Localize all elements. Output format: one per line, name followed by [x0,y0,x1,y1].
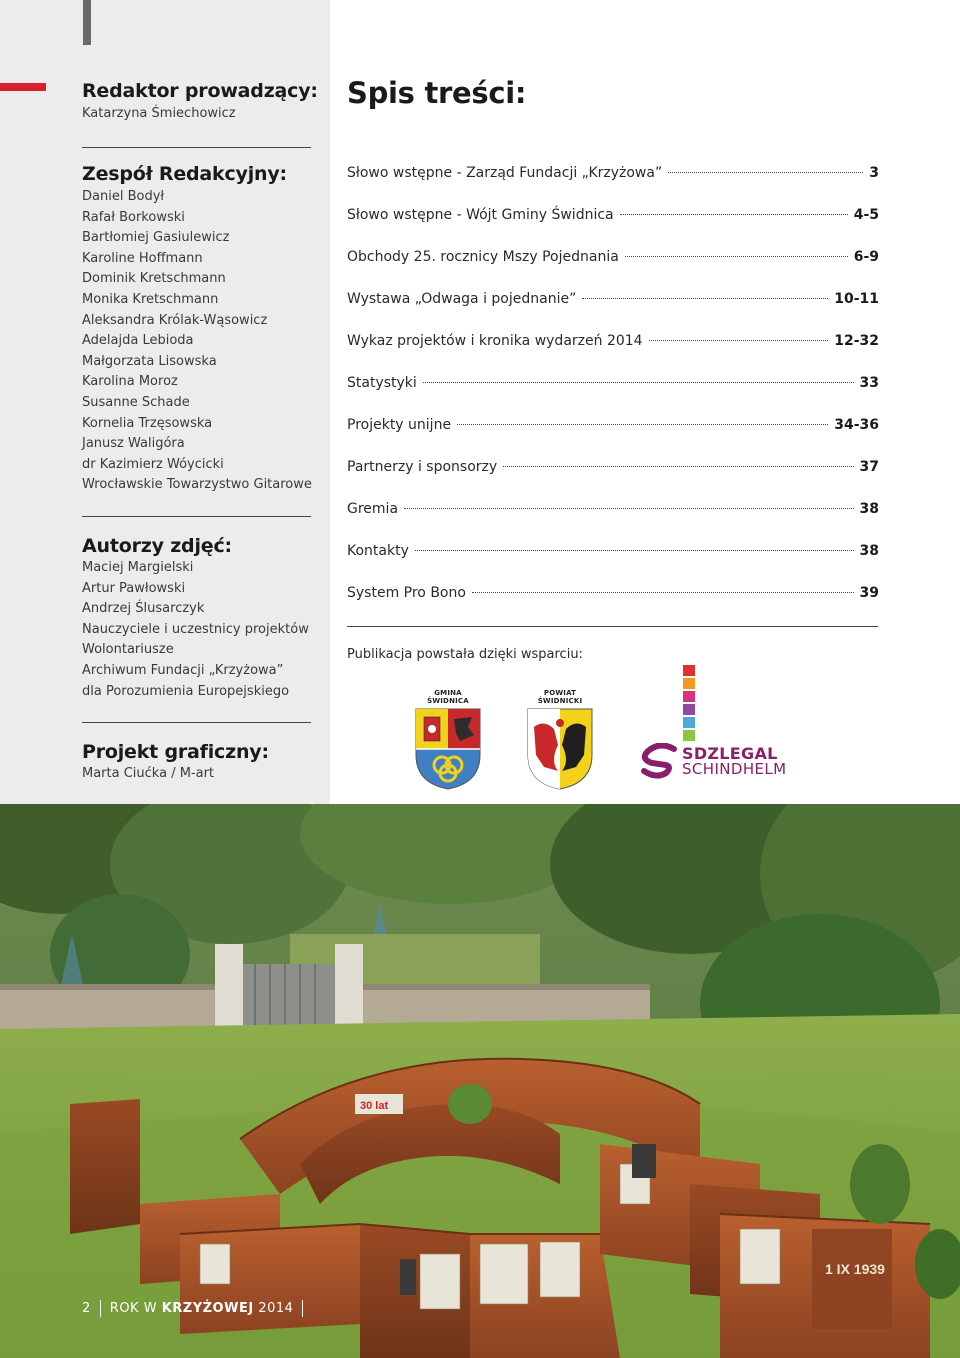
page-footer [82,1300,312,1317]
toc-item[interactable] [347,291,879,333]
editor-name: Katarzyna Śmiechowicz [82,106,236,121]
toc-item-label: Wykaz projektów i kronika wydarzeń 2014 [347,333,643,349]
toc-item-label: Statystyki [347,375,417,391]
footer-year: 2014 [258,1301,294,1316]
toc-leader [472,592,854,593]
footer-brand-name: KRZYŻOWEJ [161,1301,254,1316]
toc-item-page: 38 [859,543,879,559]
team-member: Karoline Hoffmann [82,250,203,266]
toc-leader [423,382,854,383]
team-list [82,187,312,496]
photos-list [82,558,309,702]
sdz-color-stripe [683,691,695,702]
team-member: Susanne Schade [82,394,190,410]
toc-item-label: Słowo wstępne - Wójt Gminy Świdnica [347,207,614,223]
toc-item-page: 12-32 [834,333,879,349]
toc-leader [620,214,848,215]
toc-item[interactable] [347,249,879,291]
powiat-logo-caption: POWIAT ŚWIDNICKI [537,689,583,705]
team-member: Karolina Moroz [82,374,178,390]
toc-item[interactable] [347,375,879,417]
toc-item-page: 4-5 [853,207,879,223]
toc-leader [415,550,854,551]
sdzlegal-schindhelm-logo [640,665,800,780]
toc-leader [404,508,853,509]
toc-item[interactable] [347,417,879,459]
toc-item[interactable] [347,165,879,207]
exhibition-photo [0,804,960,1358]
toc-list [347,165,879,627]
photo-author: dla Porozumienia Europejskiego [82,683,290,699]
gmina-logo-caption: GMINA ŚWIDNICA [427,689,469,705]
team-member: Wrocławskie Towarzystwo Gitarowe [82,477,312,493]
editor-title: Redaktor prowadzący: [82,80,318,102]
toc-leader [625,256,848,257]
toc-leader [582,298,828,299]
toc-item-label: Słowo wstępne - Zarząd Fundacji „Krzyżowa” [347,165,663,181]
footer-brand-prefix: ROK W [109,1301,158,1316]
team-member: Daniel Bodył [82,189,165,204]
toc-item-page: 6-9 [853,249,879,265]
red-accent-bar [0,83,46,91]
team-title: Zespół Redakcyjny: [82,163,287,185]
sdz-logo-bottom: SCHINDHELM [682,760,787,778]
team-member: Monika Kretschmann [82,291,219,307]
toc-item-label: Projekty unijne [347,417,452,433]
toc-item[interactable] [347,501,879,543]
toc-leader [457,424,828,425]
toc-item-label: Gremia [347,501,399,517]
team-member: Bartłomiej Gasiulewicz [82,230,230,246]
toc-item-page: 39 [859,585,879,601]
sdz-logo-top: SDZLEGAL [682,744,778,763]
photo-author: Artur Pawłowski [82,580,186,596]
sdz-color-stripe [683,678,695,689]
divider-1 [82,147,311,148]
support-text: Publikacja powstała dzięki wsparciu: [347,647,583,662]
team-member: Adelajda Lebioda [82,333,194,349]
powiat-swidnicki-logo [524,689,596,795]
design-name: Marta Ciućka / M-art [82,766,215,781]
toc-item[interactable] [347,333,879,375]
toc-item-page: 33 [859,375,879,391]
photo-author: Nauczyciele i uczestnicy projektów [82,621,309,637]
sdz-color-stripes [683,665,695,743]
toc-bottom-rule [347,626,878,627]
exhibition-photo-illustration [0,804,960,1358]
sdz-color-stripe [683,665,695,676]
photo-author: Maciej Margielski [82,560,194,575]
sdz-swoosh-icon [640,743,680,779]
sdz-color-stripe [683,704,695,715]
toc-item[interactable] [347,459,879,501]
team-member: Małgorzata Lisowska [82,353,217,369]
toc-item-page: 37 [859,459,879,475]
top-accent-bar [83,0,91,45]
team-member: Kornelia Trzęsowska [82,415,213,431]
gmina-coat-of-arms-icon [412,705,484,791]
toc-item-label: System Pro Bono [347,585,466,601]
team-member: Janusz Waligóra [82,436,185,452]
toc-item-label: Kontakty [347,543,409,559]
toc-item[interactable] [347,543,879,585]
team-member: Aleksandra Królak-Wąsowicz [82,312,268,328]
photo-author: Andrzej Ślusarczyk [82,601,205,617]
toc-leader [503,466,853,467]
photo-banner-text: 30 lat [360,1100,389,1112]
page-number: 2 [82,1301,91,1316]
toc-item-page: 3 [869,165,879,181]
photo-author: Archiwum Fundacji „Krzyżowa” [82,662,284,678]
team-member: Dominik Kretschmann [82,271,226,287]
toc-item[interactable] [347,585,879,627]
photo-panel-date: 1 IX 1939 [825,1261,885,1277]
toc-item-page: 38 [859,501,879,517]
team-member: Rafał Borkowski [82,209,185,225]
toc-item-label: Wystawa „Odwaga i pojednanie” [347,291,577,307]
toc-item-page: 10-11 [834,291,879,307]
powiat-coat-of-arms-icon [524,705,596,791]
design-title: Projekt graficzny: [82,741,269,763]
toc-leader [668,172,863,173]
toc-item-label: Partnerzy i sponsorzy [347,459,498,475]
toc-title: Spis treści: [347,76,527,110]
gmina-swidnica-logo [412,689,484,795]
photos-title: Autorzy zdjęć: [82,535,232,557]
sdz-color-stripe [683,730,695,741]
footer-separator [100,1300,101,1317]
toc-leader [649,340,829,341]
toc-item-label: Obchody 25. rocznicy Mszy Pojednania [347,249,619,265]
team-member: dr Kazimierz Wóycicki [82,456,224,472]
footer-separator [302,1300,303,1317]
photo-author: Wolontariusze [82,642,174,658]
toc-item[interactable] [347,207,879,249]
divider-3 [82,722,311,723]
sdz-color-stripe [683,717,695,728]
toc-item-page: 34-36 [834,417,879,433]
divider-2 [82,516,311,517]
